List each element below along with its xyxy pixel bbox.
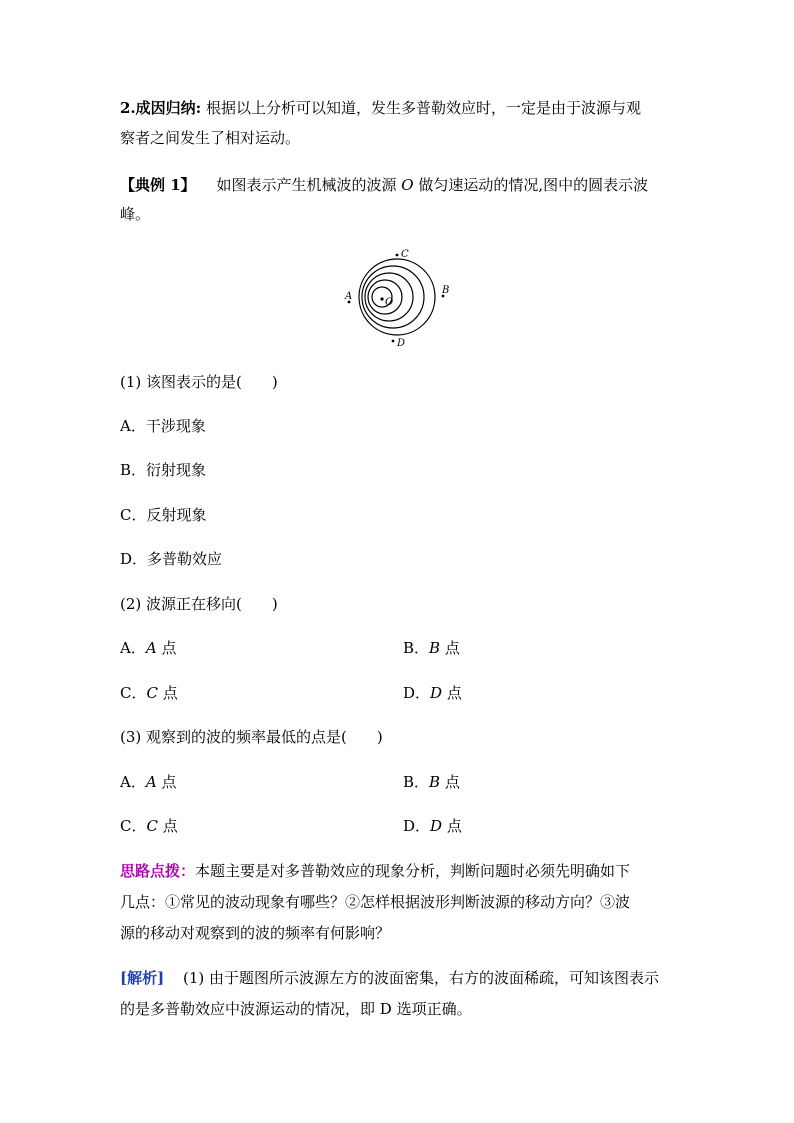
q3-stem: (3) 观察到的波的频率最低的点是( ) [120,728,383,746]
hint-line-2: 几点：①常见的波动现象有哪些？②怎样根据波形判断波源的移动方向？③波 [120,893,631,911]
hint-line-1 [120,861,630,881]
source-point-o [380,297,383,300]
example-text-2: 峰。 [120,205,151,223]
q1-option-a: A．干涉现象 [120,417,206,435]
analysis-label: [解析] [120,969,165,987]
q2-option-a-var: A [145,639,157,657]
q3-option-d [403,816,462,836]
q3-option-d-letter: D． [403,817,431,835]
summary-text-2: 察者之间发生了相对运动。 [120,129,301,147]
q2-option-c-letter: C． [120,684,147,702]
q1-option-b: B．衍射现象 [120,461,207,479]
q3-option-a-suffix: 点 [156,773,177,791]
q2-option-a-suffix: 点 [156,639,177,657]
q1-option-d: D．多普勒效应 [120,550,223,568]
q3-option-b [403,772,460,792]
q1-stem: (1) 该图表示的是( ) [120,373,278,391]
q2-option-c-suffix: 点 [157,684,178,702]
q3-option-b-var: B [429,773,441,791]
q3-option-d-suffix: 点 [442,817,462,835]
summary-text-1: 根据以上分析可以知道，发生多普勒效应时，一定是由于波源与观 [205,99,641,117]
example-line-2 [120,204,150,224]
q2-option-b [403,638,460,658]
q3-option-b-letter: B． [403,773,430,791]
q2-option-d-letter: D． [403,684,431,702]
analysis-line-1 [120,968,659,988]
label-d: D [397,338,406,349]
summary-line-1 [120,98,641,118]
q3-option-c [120,816,178,836]
q3-option-c-var: C [146,817,158,835]
q3-option-a-letter: A． [120,773,146,791]
q2-stem: (2) 波源正在移向( ) [120,595,278,613]
point-c-dot [396,254,399,257]
q2-option-c-var: C [146,684,158,702]
q2-option-c [120,683,178,703]
hint-line-3: 源的移动对观察到的波的频率有何影响？ [120,924,391,942]
summary-label: 2.成因归纳: [120,99,202,117]
q2-option-a-letter: A． [120,639,146,657]
example-tag: 【典例 1】 [120,176,196,194]
q1-option-c: C．反射现象 [120,506,207,524]
point-d-dot [392,340,395,343]
q3-option-a-var: A [145,773,157,791]
example-text-1b: 做匀速运动的情况,图中的圆表示波 [418,176,649,194]
q2-option-b-letter: B． [403,639,430,657]
label-b: B [442,285,450,296]
q2-option-d-suffix: 点 [442,684,462,702]
summary-line-2 [120,128,300,148]
hint-text-1: 本题主要是对多普勒效应的现象分析，判断问题时必须先明确如下 [195,862,631,880]
hint-label: 思路点拨： [120,862,196,880]
analysis-text-1: (1) 由于题图所示波源左方的波面密集，右方的波面稀疏，可知该图表示 [182,969,660,987]
label-a: A [345,291,353,302]
label-c: C [401,249,409,260]
example-line-1 [120,175,648,195]
example-var-o: O [401,176,414,194]
q2-option-b-var: B [429,639,441,657]
q3-option-c-letter: C． [120,817,147,835]
q2-option-d [403,683,462,703]
example-text-1a: 如图表示产生机械波的波源 [216,176,397,194]
q2-option-a [120,638,176,658]
q2-option-b-suffix: 点 [440,639,460,657]
analysis-line-2: 的是多普勒效应中波源运动的情况，即 D 选项正确。 [120,1000,472,1018]
q3-option-d-var: D [430,817,443,835]
q2-option-d-var: D [430,684,443,702]
q3-option-b-suffix: 点 [440,773,460,791]
q3-option-a [120,772,176,792]
wavefront-figure [335,242,465,352]
q3-option-c-suffix: 点 [157,817,178,835]
label-o: O [385,297,394,308]
